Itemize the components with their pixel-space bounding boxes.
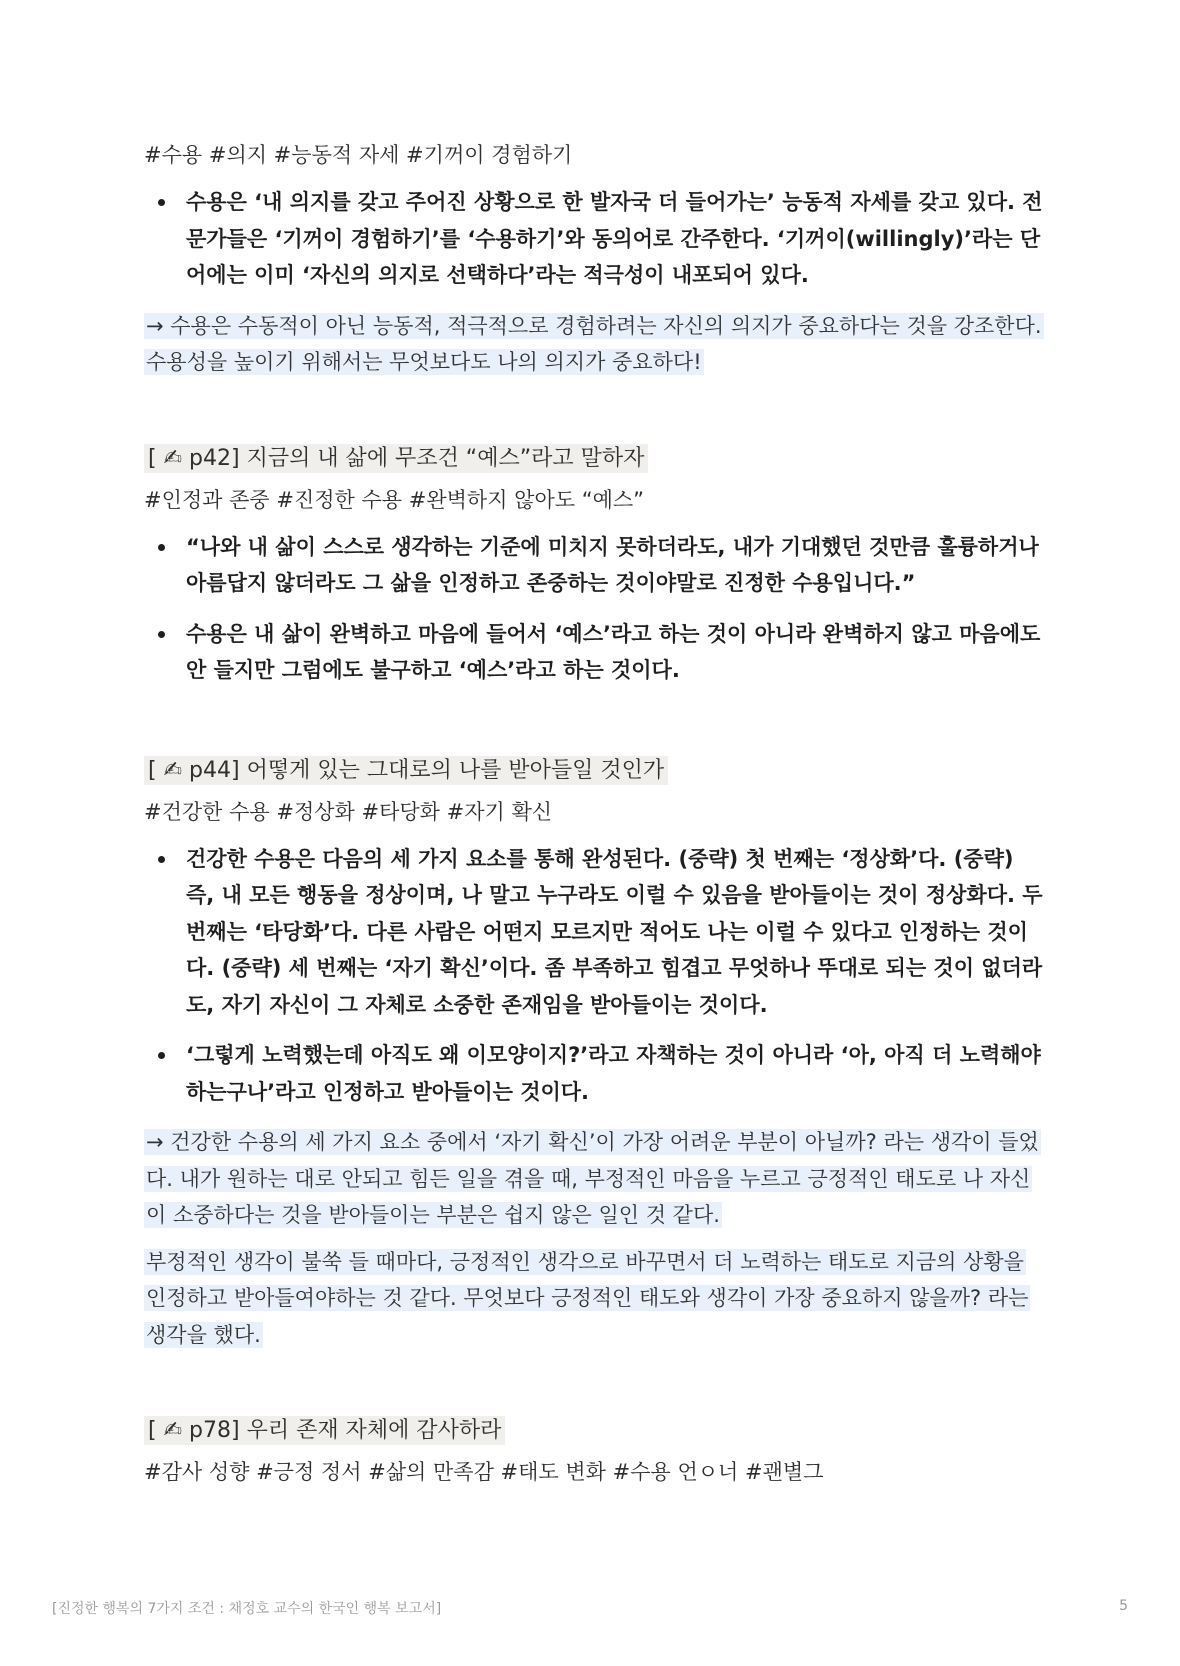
writing-hand-icon: ✍ (163, 445, 183, 471)
bullet-list (144, 184, 1044, 294)
bullet-item: ‘그렇게 노력했는데 아직도 왜 이모양이지?’라고 자책하는 것이 아니라 ‘아, 아직 더 노력해야 하는구나’라고 인정하고 받아들이는 것이다. (144, 1037, 1044, 1110)
hashtags: #수용 #의지 #능동적 자세 #기꺼이 경험하기 (144, 143, 573, 167)
footer-source: [진정한 행복의 7가지 조건 : 채정호 교수의 한국인 행복 보고서] (52, 1601, 442, 1617)
bullet-list (144, 841, 1044, 1111)
page-number: 5 (1119, 1598, 1128, 1614)
hashtags: #건강한 수용 #정상화 #타당화 #자기 확신 (144, 799, 553, 824)
page-content (144, 140, 1044, 1501)
bullet-list (144, 529, 1044, 689)
writing-hand-icon: ✍ (163, 1418, 183, 1443)
section-heading-p44: [ ✍ p44] 어떻게 있는 그대로의 나를 받아들일 것인가 (144, 755, 1044, 787)
bullet-item: 수용은 내 삶이 완벽하고 마음에 들어서 ‘예스’라고 하는 것이 아니라 완벽하지 않고 마음에도 안 들지만 그럼에도 불구하고 ‘예스’라고 하는 것이다. (144, 616, 1044, 689)
highlighted-note: → 건강한 수용의 세 가지 요소 중에서 ‘자기 확신’이 가장 어려운 부분이 아닐까? 라는 생각이 들었다. 내가 원하는 대로 안되고 힘든 일을 겪을 때, 부정적인 마음을 누르고 긍정적인 태도로 나 자신이 소중하다는 것을 받아들이는 부분은 쉽지 않은 일인 것 같다. (146, 1130, 1039, 1227)
highlighted-note: → 수용은 수동적이 아닌 능동적, 적극적으로 경험하려는 자신의 의지가 중요하다는 것을 강조한다. 수용성을 높이기 위해서는 무엇보다도 나의 의지가 중요하다! (146, 313, 1042, 374)
highlighted-note: 부정적인 생각이 불쑥 들 때마다, 긍정적인 생각으로 바꾸면서 더 노력하는 태도로 지금의 상황을 인정하고 받아들여야하는 것 같다. 무엇보다 긍정적인 태도와 생각이 가장 중요하지 않을까? 라는 생각을 했다. (146, 1249, 1029, 1347)
page-footer (52, 1598, 1128, 1618)
hashtags: #감사 성향 #긍정 정서 #삶의 만족감 #태도 변화 #수용 언ㅇ너 #괜별그 (144, 1460, 824, 1484)
hashtags: #인정과 존중 #진정한 수용 #완벽하지 않아도 “예스” (144, 487, 645, 512)
bullet-item: 건강한 수용은 다음의 세 가지 요소를 통해 완성된다. (중략) 첫 번째는 ‘정상화’다. (중략) 즉, 내 모든 행동을 정상이며, 나 말고 누구라도 이럴 수 있음을 받아들이는 것이 정상화다. 두 번째는 ‘타당화’다. 다른 사람은 어떤지 모르지만 적어도 나는 이럴 수 있다고 인정하는 것이다. (중략) 세 번째는 ‘자기 확신’이다. 좀 부족하고 힘겹고 무엇하나 뚜대로 되는 것이 없더라도, 자기 자신이 그 자체로 소중한 존재임을 받아들이는 것이다. (144, 841, 1044, 1024)
section-heading-p42: [ ✍ p42] 지금의 내 삶에 무조건 “예스”라고 말하자 (144, 443, 1044, 475)
bullet-item: 수용은 ‘내 의지를 갖고 주어진 상황으로 한 발자국 더 들어가는’ 능동적 자세를 갖고 있다. 전문가들은 ‘기꺼이 경험하기’를 ‘수용하기’와 동의어로 간주한다. ‘기꺼이(willingly)’라는 단어에는 이미 ‘자신의 의지로 선택하다’라는 적극성이 내포되어 있다. (144, 184, 1044, 294)
section-heading-p78: [ ✍ p78] 우리 존재 자체에 감사하라 (144, 1415, 1044, 1447)
bullet-item: “나와 내 삶이 스스로 생각하는 기준에 미치지 못하더라도, 내가 기대했던 것만큼 훌륭하거나 아름답지 않더라도 그 삶을 인정하고 존중하는 것이야말로 진정한 수용입니다.” (144, 529, 1044, 602)
writing-hand-icon: ✍ (163, 757, 183, 783)
